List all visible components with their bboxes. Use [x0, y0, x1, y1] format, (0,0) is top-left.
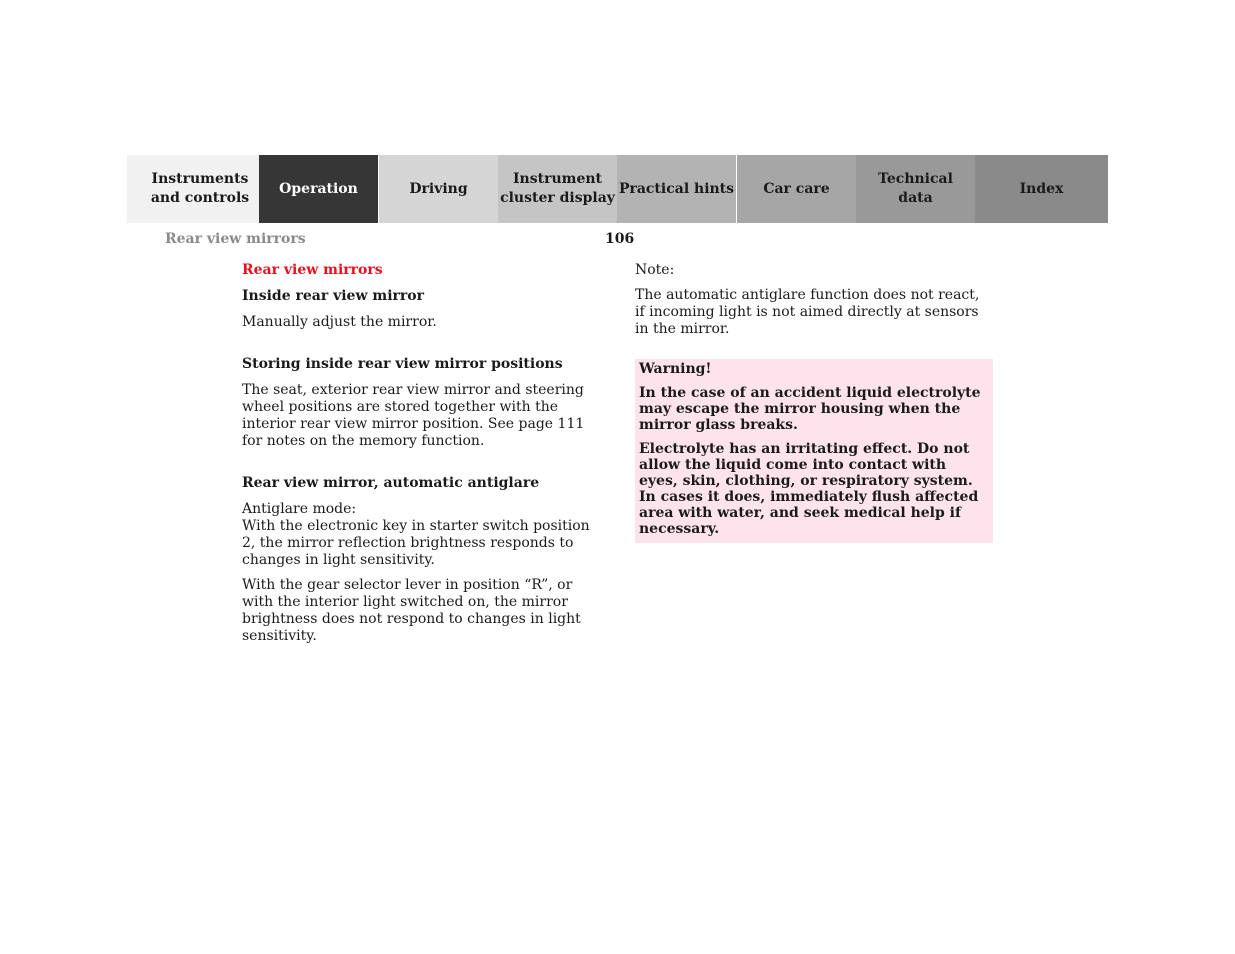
note-text: The automatic antiglare function does not react, if incoming light is not aimed directly at sensors in the mirror. — [635, 287, 980, 337]
page-number: 106 — [605, 231, 635, 247]
antiglare-text-2: With the gear selector lever in position “R”, or with the interior light switched on, the mirror brightness does not respond to changes in light sensitivity. — [242, 577, 581, 644]
note-label: Note: — [635, 262, 675, 278]
tab-car-care[interactable] — [736, 155, 856, 223]
warning-title: Warning! — [639, 361, 712, 377]
tab-label: Index — [1019, 180, 1064, 197]
tab-instruments-and-controls[interactable] — [127, 155, 259, 223]
tab-technical-data[interactable] — [856, 155, 975, 223]
breadcrumb: Rear view mirrors — [165, 231, 306, 247]
storing-positions-heading: Storing inside rear view mirror positions — [242, 356, 563, 372]
tab-label: Driving — [409, 180, 468, 197]
tab-label: Instrument cluster display — [500, 171, 615, 206]
antiglare-text-1: Antiglare mode: With the electronic key in starter switch position 2, the mirror reflection brightness responds to changes in light sensitivity. — [242, 501, 590, 568]
tab-index[interactable] — [975, 155, 1108, 223]
right-column — [635, 262, 993, 543]
inside-mirror-heading: Inside rear view mirror — [242, 288, 424, 304]
tab-label: Operation — [279, 180, 358, 197]
antiglare-heading: Rear view mirror, automatic antiglare — [242, 475, 540, 491]
tab-practical-hints[interactable] — [617, 155, 736, 223]
tab-label: Instruments and controls — [150, 171, 250, 206]
inside-mirror-text: Manually adjust the mirror. — [242, 314, 437, 330]
tab-label: Technical data — [878, 171, 953, 206]
spacer — [242, 339, 604, 356]
tab-label: Car care — [763, 180, 830, 197]
storing-positions-text: The seat, exterior rear view mirror and steering wheel positions are stored together with the interior rear view mirror position. See page 111 for notes on the memory function. — [242, 382, 585, 449]
left-column — [242, 262, 604, 653]
tab-driving[interactable] — [378, 155, 498, 223]
tab-label: Practical hints — [618, 180, 735, 197]
chapter-nav — [127, 155, 1108, 223]
warning-paragraph-2: Electrolyte has an irritating effect. Do not allow the liquid come into contact with eyes, skin, clothing, or respiratory system. In cases it does, immediately flush affected area with water, and seek medical help if necessary. — [639, 441, 979, 537]
tab-instrument-cluster-display[interactable] — [498, 155, 617, 223]
spacer — [242, 458, 604, 475]
section-title: Rear view mirrors — [242, 262, 383, 278]
tab-operation[interactable] — [259, 155, 378, 223]
warning-paragraph-1: In the case of an accident liquid electrolyte may escape the mirror housing when the mirror glass breaks. — [639, 385, 981, 433]
warning-box — [635, 359, 993, 543]
